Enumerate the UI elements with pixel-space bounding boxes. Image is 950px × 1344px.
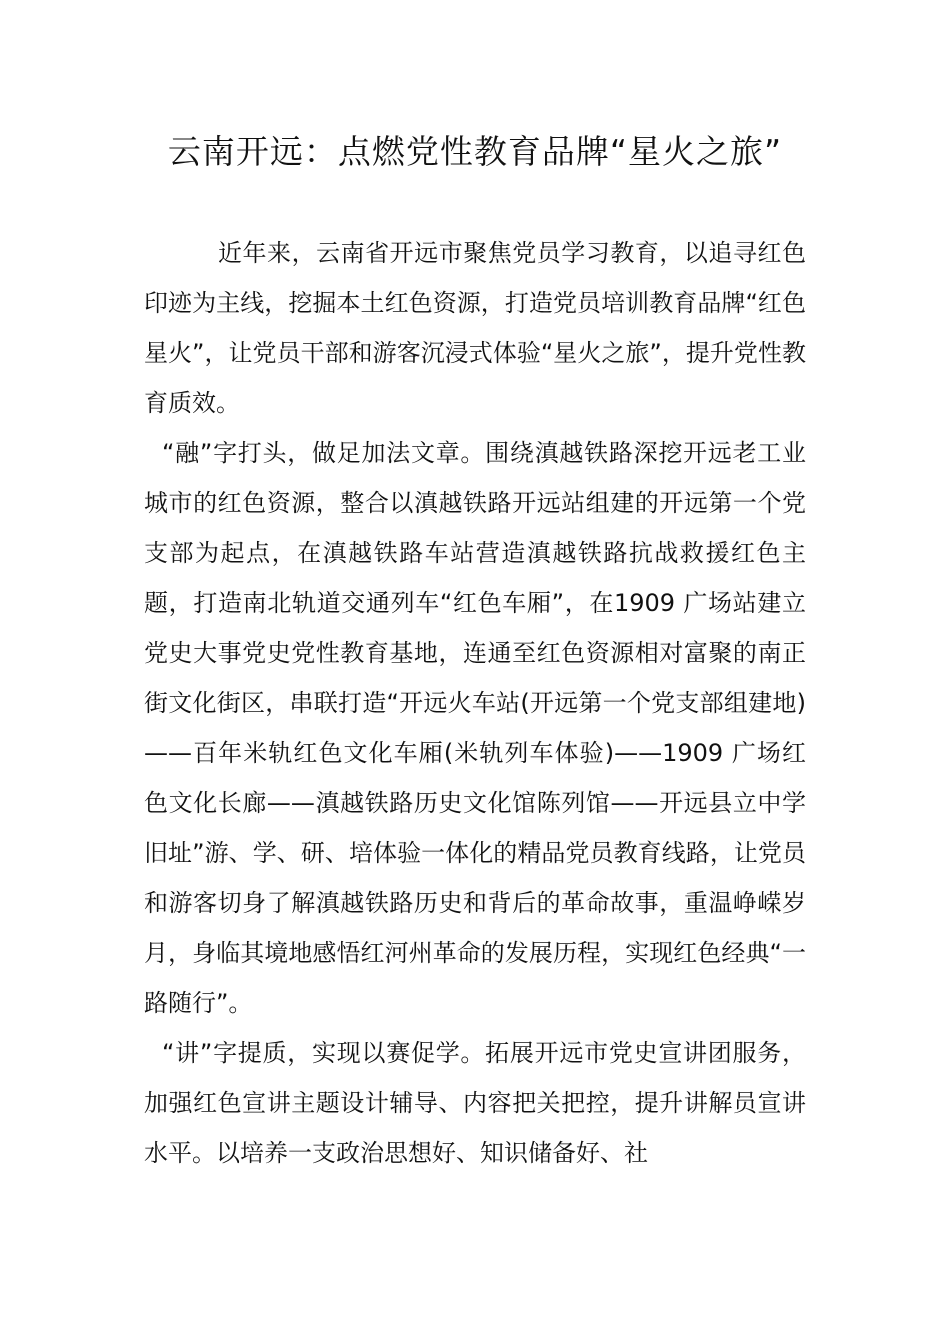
paragraph-rong: “融”字打头，做足加法文章。围绕滇越铁路深挖开远老工业城市的红色资源，整合以滇越铁路开远站组建的开远第一个党支部为起点，在滇越铁路车站营造滇越铁路抗战救援红色主题，打造南北轨道交通列车“红色车厢”，在1909 广场站建立党史大事党史党性教育基地，连通至红色资源相对富聚的南正街文化街区，串联打造“开远火车站(开远第一个党支部组建地)——百年米轨红色文化车厢(米轨列车体验)——1909 广场红色文化长廊——滇越铁路历史文化馆陈列馆——开远县立中学旧址”游、学、研、培体验一体化的精品党员教育线路，让党员和游客切身了解滇越铁路历史和背后的革命故事，重温峥嵘岁月，身临其境地感悟红河州革命的发展历程，实现红色经典“一路随行”。 — [144, 439, 806, 1017]
paragraph-intro: 近年来，云南省开远市聚焦党员学习教育，以追寻红色印迹为主线，挖掘本土红色资源，打造党员培训教育品牌“红色星火”，让党员干部和游客沉浸式体验“星火之旅”，提升党性教育质效。 — [144, 239, 806, 417]
article-body — [144, 228, 806, 1178]
page-title: 云南开远：点燃党性教育品牌“星火之旅” — [167, 132, 783, 171]
paragraph-jiang: “讲”字提质，实现以赛促学。拓展开远市党史宣讲团服务，加强红色宣讲主题设计辅导、内容把关把控，提升讲解员宣讲水平。以培养一支政治思想好、知识储备好、社 — [144, 1039, 806, 1167]
